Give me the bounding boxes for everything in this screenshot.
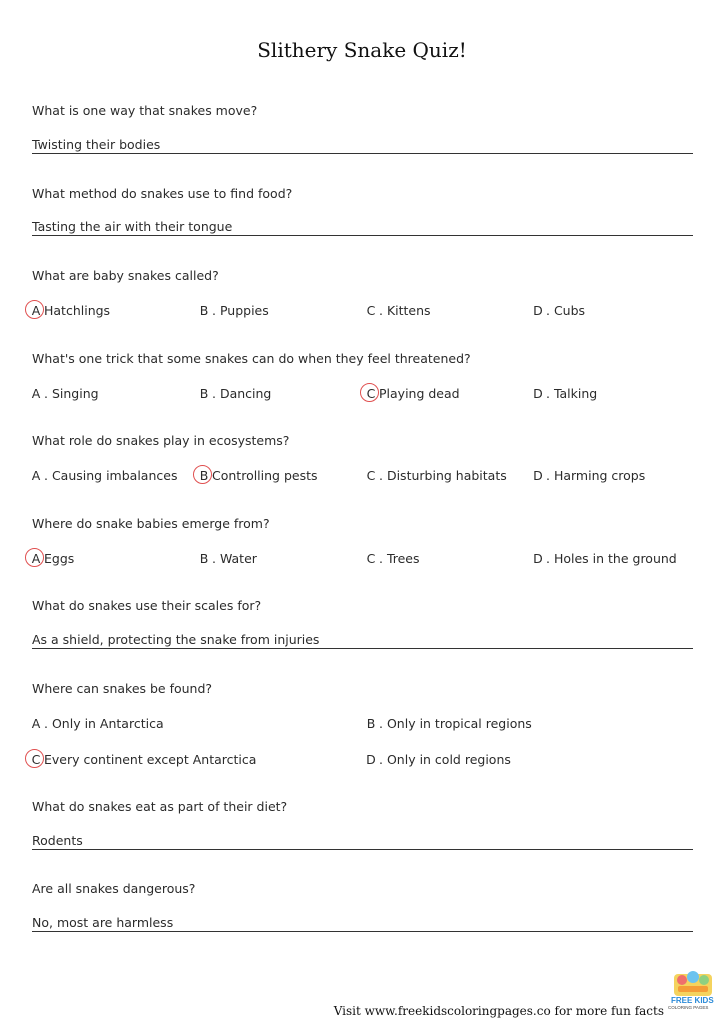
answer-line-2 <box>32 213 693 236</box>
option-c: C . Trees <box>366 551 420 566</box>
answer-line-9 <box>32 827 693 850</box>
answer-text: As a shield, protecting the snake from injuries <box>32 632 320 647</box>
answer-text: Rodents <box>32 833 83 848</box>
logo-text: FREE KIDS <box>671 996 714 1005</box>
footer-link-text: Visit www.freekidscoloringpages.co for more fun facts <box>333 1004 664 1018</box>
option-b: B . Puppies <box>199 303 269 318</box>
question-text: Where do snake babies emerge from? <box>32 516 270 531</box>
answer-text: Twisting their bodies <box>32 137 161 152</box>
option-c: C Playing dead <box>363 386 460 401</box>
question-text: What's one trick that some snakes can do when they feel threatened? <box>32 351 471 366</box>
question-text: Are all snakes dangerous? <box>32 881 196 896</box>
answer-line-10 <box>32 909 693 932</box>
question-text: Where can snakes be found? <box>32 681 213 696</box>
option-d: D . Cubs <box>533 303 586 318</box>
option-a: A Hatchlings <box>28 303 110 318</box>
option-d: D . Only in cold regions <box>366 752 511 767</box>
answer-line-7 <box>32 626 693 649</box>
question-text: What method do snakes use to find food? <box>32 186 293 201</box>
option-b: B Controlling pests <box>196 468 318 483</box>
option-a: A Eggs <box>28 551 74 566</box>
option-a: A . Singing <box>31 386 99 401</box>
question-text: What role do snakes play in ecosystems? <box>32 433 290 448</box>
option-d: D . Harming crops <box>533 468 646 483</box>
option-c: C Every continent except Antarctica <box>28 752 256 767</box>
option-a: A . Causing imbalances <box>31 468 178 483</box>
option-c: C . Kittens <box>366 303 431 318</box>
option-b: B . Water <box>199 551 257 566</box>
answer-line-1 <box>32 131 693 154</box>
page-title: Slithery Snake Quiz! <box>257 38 467 62</box>
option-b: B . Only in tropical regions <box>366 716 532 731</box>
question-text: What are baby snakes called? <box>32 268 219 283</box>
logo-icon <box>668 966 718 998</box>
site-logo <box>668 966 718 1016</box>
option-d: D . Holes in the ground <box>533 551 677 566</box>
option-a: A . Only in Antarctica <box>31 716 164 731</box>
question-text: What is one way that snakes move? <box>32 103 258 118</box>
option-b: B . Dancing <box>199 386 272 401</box>
option-d: D . Talking <box>533 386 598 401</box>
answer-text: No, most are harmless <box>32 915 174 930</box>
answer-text: Tasting the air with their tongue <box>32 219 233 234</box>
question-text: What do snakes use their scales for? <box>32 598 262 613</box>
logo-subtext: COLORING PAGES <box>668 1005 709 1010</box>
option-c: C . Disturbing habitats <box>366 468 507 483</box>
question-text: What do snakes eat as part of their diet? <box>32 799 288 814</box>
